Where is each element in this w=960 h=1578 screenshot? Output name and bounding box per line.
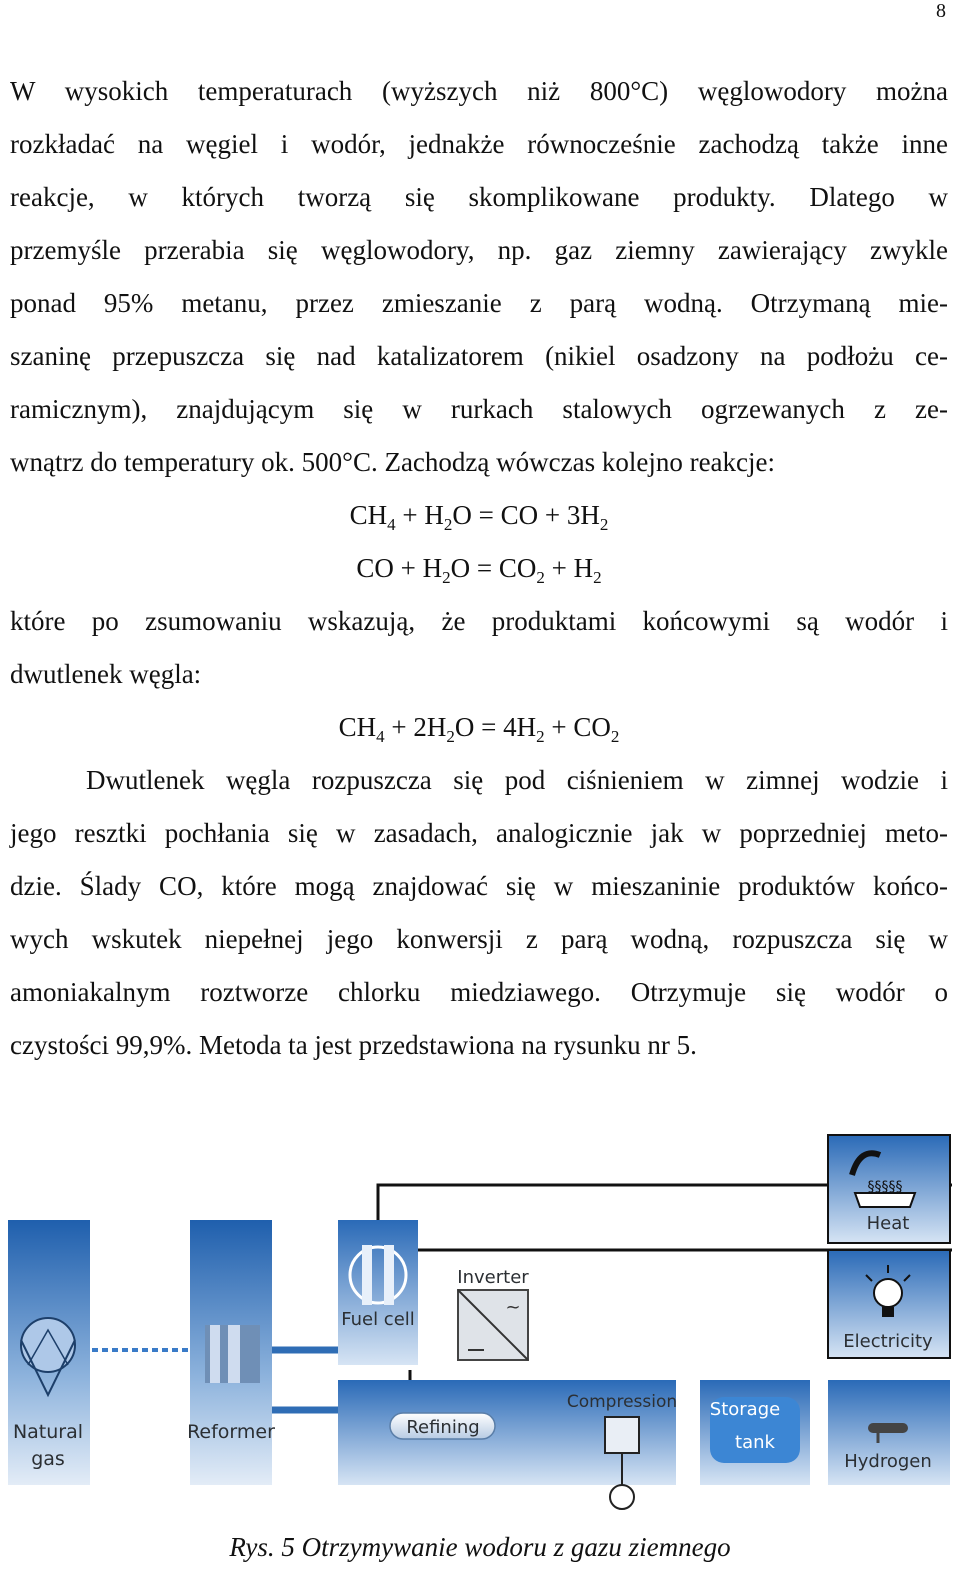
text-line: szaninę przepuszcza się nad katalizatorem (nikiel osadzony na podłożu ce- — [10, 341, 948, 371]
equation-3: $CH_4 + 2H_2O = 4H_2 + CO_2$ — [338, 712, 620, 746]
hydrogen-pipe — [272, 1350, 340, 1410]
refining-label: Refining — [406, 1417, 480, 1438]
hydrogen-production-diagram — [0, 1125, 960, 1520]
text-line: czystości 99,9%. Metoda ta jest przedstawiona na rysunku nr 5. — [10, 1030, 697, 1060]
reformer-panel — [187, 1220, 275, 1485]
text-line: W wysokich temperaturach (wyższych niż 800°C) węglowodory można — [10, 76, 948, 106]
inverter-label: Inverter — [457, 1267, 529, 1288]
storage-label: Storage — [709, 1399, 781, 1420]
fuel-cell-panel — [338, 1220, 418, 1365]
heat-waves-icon: §§§§§ — [867, 1179, 903, 1195]
compression-panel — [567, 1380, 677, 1509]
equation-2: CO + $H_2O = CO_2 + H_2$ — [356, 553, 602, 587]
text-line: ramicznym), znajdującym się w rurkach stalowych ogrzewanych z ze- — [10, 394, 948, 424]
text-line: reakcje, w których tworzą się skomplikowane produkty. Dlatego w — [10, 182, 948, 212]
inverter-block — [457, 1267, 529, 1360]
text-line: wnątrz do temperatury ok. 500°C. Zachodzą wówczas kolejno reakcje: — [10, 447, 776, 477]
hydrogen-label: Hydrogen — [844, 1451, 932, 1472]
text-line: wych wskutek niepełnej jego konwersji z parą wodną, rozpuszcza się w — [10, 924, 948, 954]
equation-1: $CH_4 + H_2O$ = CO + $3H_2$ — [349, 500, 609, 534]
text-line: przemyśle przerabia się węglowodory, np. gaz ziemny zawierający zwykle — [10, 235, 948, 265]
text-line: dzie. Ślady CO, które mogą znajdować się w mieszaninie produktów końco- — [10, 871, 948, 901]
text-line: które po zsumowaniu wskazują, że produktami końcowymi są wodór i — [10, 606, 948, 636]
electricity-label: Electricity — [843, 1331, 933, 1352]
heat-label: Heat — [866, 1213, 910, 1234]
text-line: dwutlenek węgla: — [10, 659, 202, 689]
heat-panel — [828, 1135, 950, 1243]
compression-label: Compression — [566, 1392, 678, 1412]
storage-panel — [700, 1380, 810, 1485]
text-line: Dwutlenek węgla rozpuszcza się pod ciśnieniem w zimnej wodzie i — [86, 765, 948, 795]
tank-label: tank — [735, 1432, 775, 1453]
refining-panel — [338, 1380, 568, 1485]
text-line: jego resztki pochłania się w zasadach, analogicznie jak w poprzedniej meto- — [10, 818, 948, 848]
ac-symbol: ~ — [505, 1297, 521, 1318]
page-number: 8 — [936, 0, 946, 22]
natural-gas-label-2: gas — [31, 1448, 65, 1470]
fuel-cell-label: Fuel cell — [341, 1309, 415, 1330]
reformer-label: Reformer — [187, 1421, 275, 1443]
hydrogen-panel — [828, 1380, 950, 1485]
natural-gas-label-1: Natural — [12, 1421, 84, 1443]
text-line: rozkładać na węgiel i wodór, jednakże równocześnie zachodzą także inne — [10, 129, 948, 159]
figure-caption: Rys. 5 Otrzymywanie wodoru z gazu ziemnego — [229, 1532, 731, 1562]
text-line: ponad 95% metanu, przez zmieszanie z parą wodną. Otrzymaną mie- — [10, 288, 948, 318]
text-line: amoniakalnym roztworze chlorku miedziawego. Otrzymuje się wodór o — [10, 977, 948, 1007]
natural-gas-panel — [8, 1220, 90, 1485]
electricity-panel — [828, 1250, 950, 1358]
